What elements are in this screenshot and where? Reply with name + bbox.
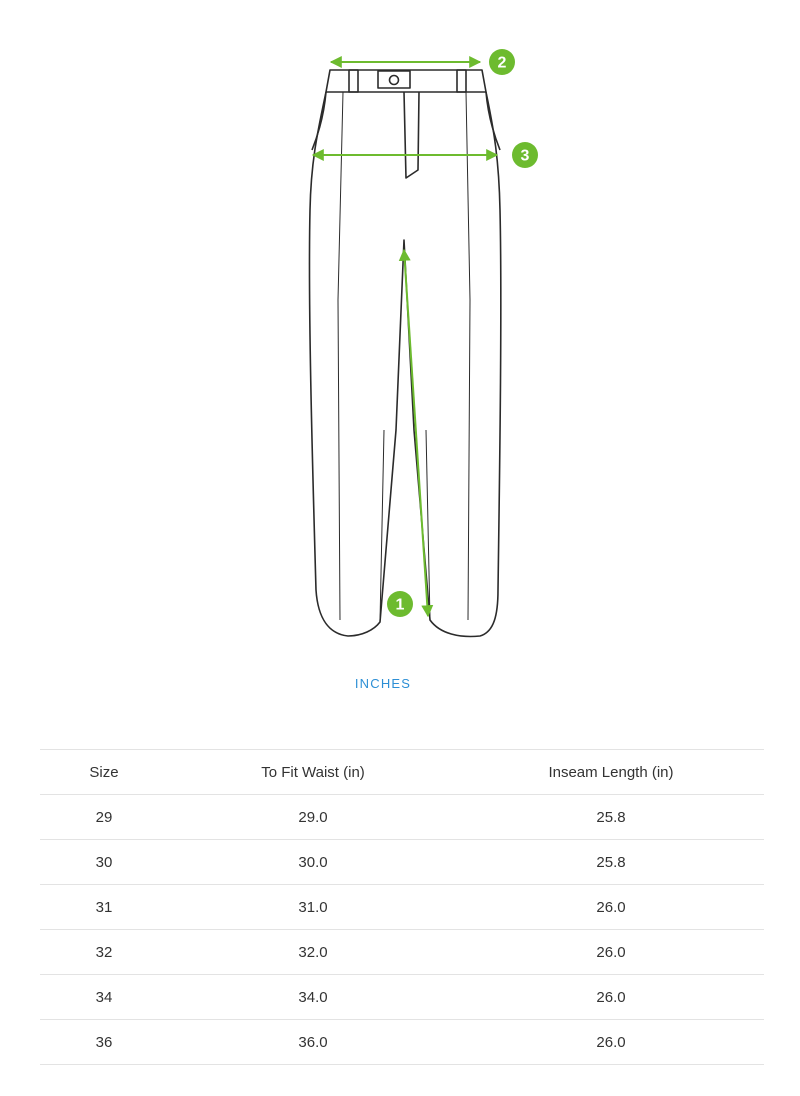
marker-1 [387, 591, 413, 617]
cell-inseam: 25.8 [458, 840, 764, 885]
table-row [40, 930, 764, 975]
cell-inseam: 26.0 [458, 930, 764, 975]
table-row [40, 795, 764, 840]
table-row [40, 1020, 764, 1065]
size-chart-table [40, 749, 764, 1065]
marker-2 [489, 49, 515, 75]
inseam-arrow [404, 250, 428, 616]
svg-text:3: 3 [520, 147, 530, 165]
cell-inseam: 26.0 [458, 975, 764, 1020]
cell-size: 36 [40, 1020, 168, 1065]
table-header-row [40, 750, 764, 795]
cell-inseam: 26.0 [458, 885, 764, 930]
header-waist: To Fit Waist (in) [168, 750, 458, 795]
table-row [40, 885, 764, 930]
table-row [40, 840, 764, 885]
cell-waist: 31.0 [168, 885, 458, 930]
cell-size: 31 [40, 885, 168, 930]
cell-size: 34 [40, 975, 168, 1020]
cell-size: 30 [40, 840, 168, 885]
marker-3 [512, 142, 538, 168]
header-size: Size [40, 750, 168, 795]
cell-waist: 32.0 [168, 930, 458, 975]
cell-waist: 36.0 [168, 1020, 458, 1065]
cell-size: 29 [40, 795, 168, 840]
svg-text:1: 1 [395, 596, 405, 614]
cell-waist: 29.0 [168, 795, 458, 840]
cell-waist: 34.0 [168, 975, 458, 1020]
tab-inches[interactable]: INCHES [354, 676, 412, 691]
cell-inseam: 26.0 [458, 1020, 764, 1065]
table-row [40, 975, 764, 1020]
svg-text:2: 2 [497, 54, 507, 72]
cell-waist: 30.0 [168, 840, 458, 885]
cell-inseam: 25.8 [458, 795, 764, 840]
header-inseam: Inseam Length (in) [458, 750, 764, 795]
cell-size: 32 [40, 930, 168, 975]
